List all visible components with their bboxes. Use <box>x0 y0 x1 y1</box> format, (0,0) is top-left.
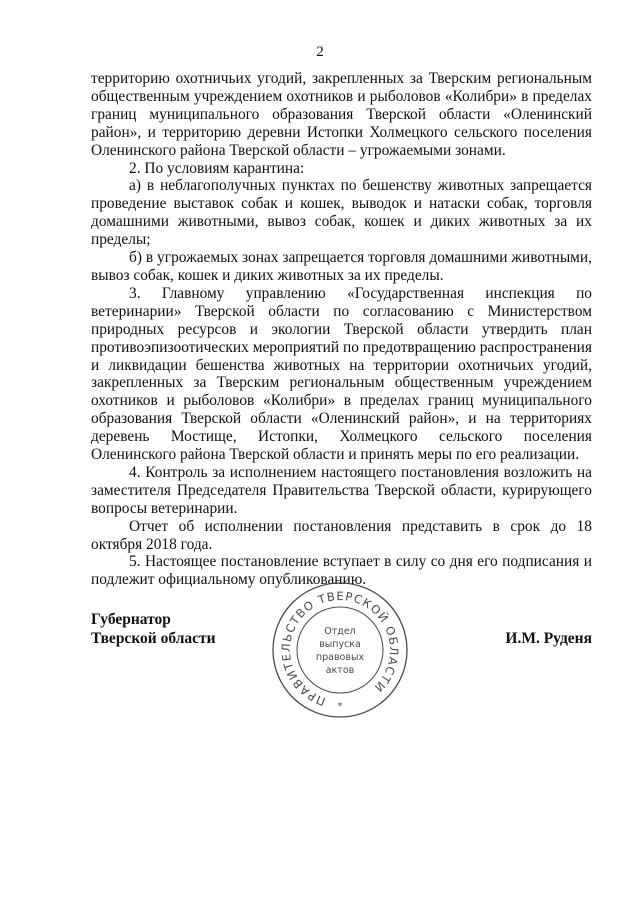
paragraph-2a: а) в неблагополучных пунктах по бешенству животных запрещается проведение выставок собак и кошек, выводок и натаски собак, торговля домашними животными, вывоз собак, кошек и диких животных за их пределы; <box>91 177 592 249</box>
paragraph-5: 5. Настоящее постановление вступает в силу со дня его подписания и подлежит официальному опубликованию. <box>91 553 592 589</box>
page-number: 2 <box>316 44 324 60</box>
seal-ring-text: ПРАВИТЕЛЬСТВО ТВЕРСКОЙ ОБЛАСТИ <box>278 588 402 709</box>
seal-center-line-4: актов <box>325 665 355 676</box>
paragraph-2-quarantine-conditions: 2. По условиям карантина: <box>129 159 305 177</box>
seal-inner-ring <box>297 607 383 693</box>
seal-center-line-2: выпуска <box>319 639 361 650</box>
paragraph-1-continuation: территорию охотничьих угодий, закрепленных за Тверским региональным общественным учреждением охотников и рыболовов «Колибри» в пределах границ муниципального образования Тверской области «Оленинский район», и территорию деревни Истопки Холмецкого сельского поселения Оленинского района Тверской области – угрожаемыми зонами. <box>91 70 592 159</box>
paragraph-2b: б) в угрожаемых зонах запрещается торговля домашними животными, вывоз собак, кошек и диких животных за их пределы. <box>91 249 592 284</box>
document-body <box>91 70 592 589</box>
signature-title-line2: Тверской области <box>91 630 216 647</box>
seal-center-line-3: правовых <box>315 652 365 663</box>
seal-outer-ring <box>273 583 407 717</box>
signature-title <box>91 610 216 648</box>
seal-center-line-1: Отдел <box>324 626 356 637</box>
paragraph-3: 3. Главному управлению «Государственная инспекция по ветеринарии» Тверской области по согласованию с Министерством природных ресурсов и экологии Тверской области утвердить план противоэпизоотических мероприятий по предотвращению распространения и ликвидации бешенства животных на территории охотничьих угодий, закрепленных за Тверским региональным общественным учреждением охотников и рыболовов «Колибри» в пределах границ муниципального образования Тверской области «Оленинский район», и на территориях деревень Мостище, Истопки, Холмецкого сельского поселения Оленинского района Тверской области и принять меры по его реализации. <box>91 284 592 464</box>
paragraph-report: Отчет об исполнении постановления представить в срок до 18 октября 2018 года. <box>91 517 592 553</box>
signature-title-line1: Губернатор <box>91 611 171 628</box>
paragraph-4: 4. Контроль за исполнением настоящего постановления возложить на заместителя Председателя Правительства Тверской области, курирующего вопросы ветеринарии. <box>91 463 592 517</box>
seal-star: * <box>337 701 343 712</box>
official-seal <box>270 580 410 720</box>
signatory-name: И.М. Руденя <box>505 630 592 647</box>
